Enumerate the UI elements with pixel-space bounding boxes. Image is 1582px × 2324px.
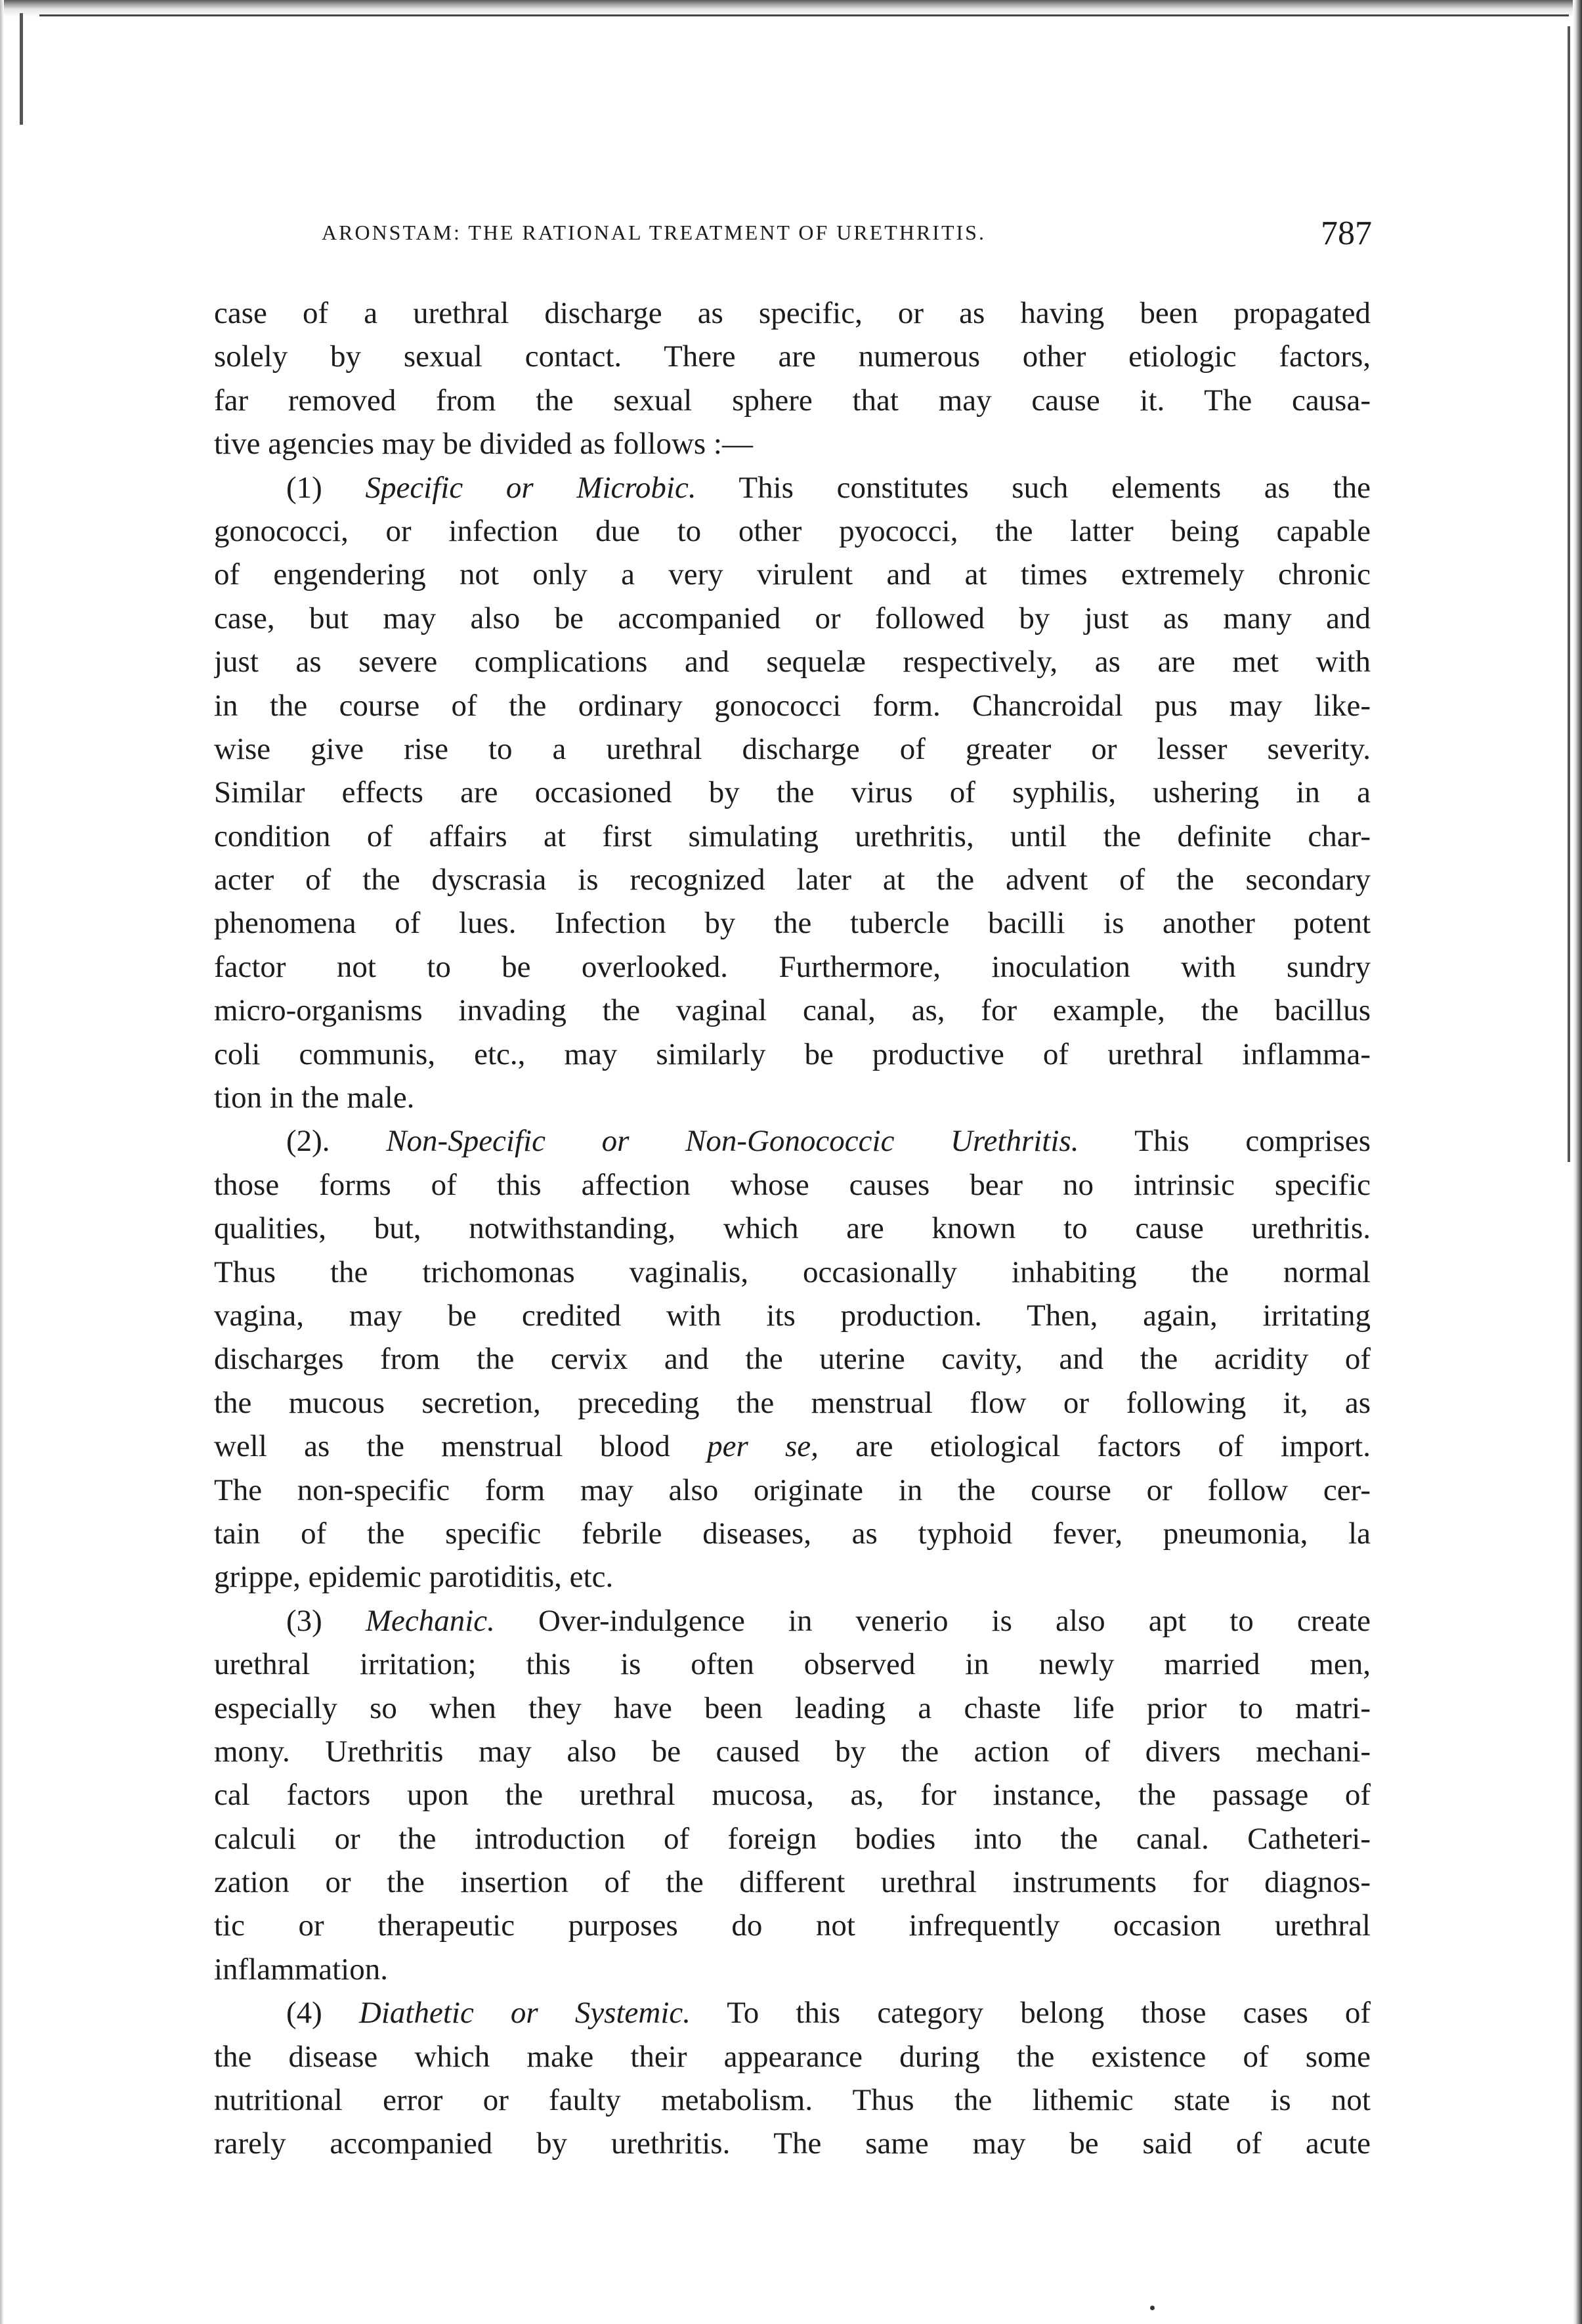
line-prefix: (3)	[286, 1603, 366, 1638]
text-line	[214, 1817, 1371, 1861]
line-text: To this category belong those cases of	[691, 1996, 1371, 2031]
scan-right-edge	[1573, 0, 1582, 2324]
text-line	[214, 1643, 1371, 1686]
line-text: just as severe complications and sequelæ respectively, as are met with	[214, 645, 1371, 679]
text-line	[214, 1033, 1371, 1076]
line-text: Over-indulgence in venerio is also apt to create	[494, 1603, 1371, 1638]
line-text: inflammation.	[214, 1952, 388, 1987]
text-line	[214, 1119, 1371, 1163]
line-text: nutritional error or faulty metabolism. Thus the lithemic state is not	[214, 2083, 1371, 2118]
line-text: vagina, may be credited with its production. Then, again, irritating	[214, 1298, 1371, 1333]
text-line	[214, 1599, 1371, 1643]
text-line	[214, 771, 1371, 814]
line-text: urethral irritation; this is often observed in newly married men,	[214, 1647, 1371, 1682]
line-text: grippe, epidemic parotiditis, etc.	[214, 1560, 614, 1595]
line-text: wise give rise to a urethral discharge of greater or lesser severity.	[214, 731, 1371, 766]
line-text: gonococci, or infection due to other pyococci, the latter being capable	[214, 513, 1371, 548]
line-text: This comprises	[1079, 1124, 1371, 1159]
text-line	[214, 1163, 1371, 1207]
body-text	[214, 291, 1371, 2166]
line-text: Thus the trichomonas vaginalis, occasionally inhabiting the normal	[214, 1255, 1371, 1289]
line-prefix: (4)	[286, 1996, 359, 2031]
scan-left-edge	[0, 0, 4, 2324]
page-header	[322, 214, 1372, 253]
line-prefix: (2).	[286, 1124, 387, 1159]
text-line	[214, 335, 1371, 378]
line-text: the disease which make their appearance during the existence of some	[214, 2039, 1371, 2074]
text-line	[214, 1555, 1371, 1599]
text-line	[214, 379, 1371, 422]
text-line	[214, 1251, 1371, 1294]
text-line	[214, 553, 1371, 596]
line-text: tain of the specific febrile diseases, as typhoid fever, pneumonia, la	[214, 1516, 1371, 1551]
text-line	[214, 1207, 1371, 1250]
text-line	[214, 509, 1371, 553]
scan-left-mark	[20, 13, 23, 125]
line-text: tion in the male.	[214, 1081, 415, 1115]
italic-heading: per se,	[707, 1429, 819, 1464]
line-text: coli communis, etc., may similarly be productive of urethral inflamma-	[214, 1037, 1371, 1071]
line-prefix: well as the menstrual blood	[214, 1429, 708, 1464]
line-text: the mucous secretion, preceding the menstrual flow or following it, as	[214, 1385, 1371, 1420]
text-line	[214, 1730, 1371, 1773]
line-text: are etiological factors of import.	[818, 1429, 1371, 1464]
line-text: condition of affairs at first simulating urethritis, until the definite char-	[214, 819, 1371, 853]
text-line	[214, 1381, 1371, 1425]
text-line	[214, 858, 1371, 901]
line-text: tive agencies may be divided as follows :—	[214, 427, 753, 462]
scan-right-rule	[1568, 26, 1570, 1162]
page-number: 787	[1321, 215, 1372, 252]
line-text: The non-specific form may also originate in the course or follow cer-	[214, 1473, 1371, 1507]
line-text: case, but may also be accompanied or followed by just as many and	[214, 601, 1371, 635]
text-line	[214, 1773, 1371, 1817]
line-text: micro-organisms invading the vaginal canal, as, for example, the bacillus	[214, 993, 1371, 1028]
line-text: far removed from the sexual sphere that may cause it. The causa-	[214, 383, 1371, 418]
line-text: qualities, but, notwithstanding, which are known to cause urethritis.	[214, 1211, 1371, 1246]
text-line	[214, 989, 1371, 1032]
text-line	[214, 1991, 1371, 2034]
text-line	[214, 727, 1371, 771]
line-text: case of a urethral discharge as specific, or as having been propagated	[214, 296, 1371, 330]
line-text: This constitutes such elements as the	[696, 470, 1371, 505]
text-line	[214, 1337, 1371, 1381]
line-prefix: (1)	[286, 470, 366, 505]
text-line	[214, 945, 1371, 989]
text-line	[214, 1904, 1371, 1947]
text-line	[214, 815, 1371, 858]
line-text: tic or therapeutic purposes do not infrequently occasion urethral	[214, 1908, 1371, 1943]
line-text: factor not to be overlooked. Furthermore, inoculation with sundry	[214, 949, 1371, 984]
text-line	[214, 2035, 1371, 2078]
text-line	[214, 640, 1371, 683]
line-text: solely by sexual contact. There are numerous other etiologic factors,	[214, 339, 1371, 374]
text-line	[214, 1687, 1371, 1730]
line-text: zation or the insertion of the different urethral instruments for diagnos-	[214, 1865, 1371, 1900]
line-text: calculi or the introduction of foreign bodies into the canal. Catheteri-	[214, 1821, 1371, 1856]
text-line	[214, 466, 1371, 509]
line-text: especially so when they have been leading a chaste life prior to matri-	[214, 1690, 1371, 1725]
line-text: discharges from the cervix and the uterine cavity, and the acridity of	[214, 1342, 1371, 1377]
text-line	[214, 1425, 1371, 1468]
text-line	[214, 422, 1371, 465]
line-text: rarely accompanied by urethritis. The same may be said of acute	[214, 2126, 1371, 2161]
line-text: phenomena of lues. Infection by the tubercle bacilli is another potent	[214, 906, 1371, 941]
line-text: in the course of the ordinary gonococci form. Chancroidal pus may like-	[214, 688, 1371, 723]
scan-speck	[1150, 2306, 1155, 2310]
line-text: cal factors upon the urethral mucosa, as, for instance, the passage of	[214, 1778, 1371, 1813]
text-line	[214, 1948, 1371, 1991]
line-text: those forms of this affection whose causes bear no intrinsic specific	[214, 1167, 1371, 1202]
italic-heading: Diathetic or Systemic.	[358, 1996, 691, 2031]
running-head: ARONSTAM: THE RATIONAL TREATMENT OF URETHRITIS.	[322, 221, 986, 244]
text-line	[214, 1512, 1371, 1555]
italic-heading: Mechanic.	[365, 1603, 495, 1638]
text-line	[214, 901, 1371, 945]
text-line	[214, 597, 1371, 640]
line-text: acter of the dyscrasia is recognized later at the advent of the secondary	[214, 863, 1371, 897]
scan-top-rule	[39, 14, 1569, 16]
line-text: of engendering not only a very virulent and at times extremely chronic	[214, 557, 1371, 592]
italic-heading: Non-Specific or Non-Gonococcic Urethritis.	[386, 1124, 1079, 1159]
text-line	[214, 1294, 1371, 1337]
text-line	[214, 1469, 1371, 1512]
line-text: mony. Urethritis may also be caused by the action of divers mechani-	[214, 1734, 1371, 1769]
text-line	[214, 2122, 1371, 2165]
text-line	[214, 291, 1371, 335]
text-line	[214, 1076, 1371, 1119]
text-line	[214, 684, 1371, 727]
line-text: Similar effects are occasioned by the virus of syphilis, ushering in a	[214, 775, 1371, 810]
text-line	[214, 2078, 1371, 2122]
text-line	[214, 1861, 1371, 1904]
italic-heading: Specific or Microbic.	[365, 470, 696, 505]
